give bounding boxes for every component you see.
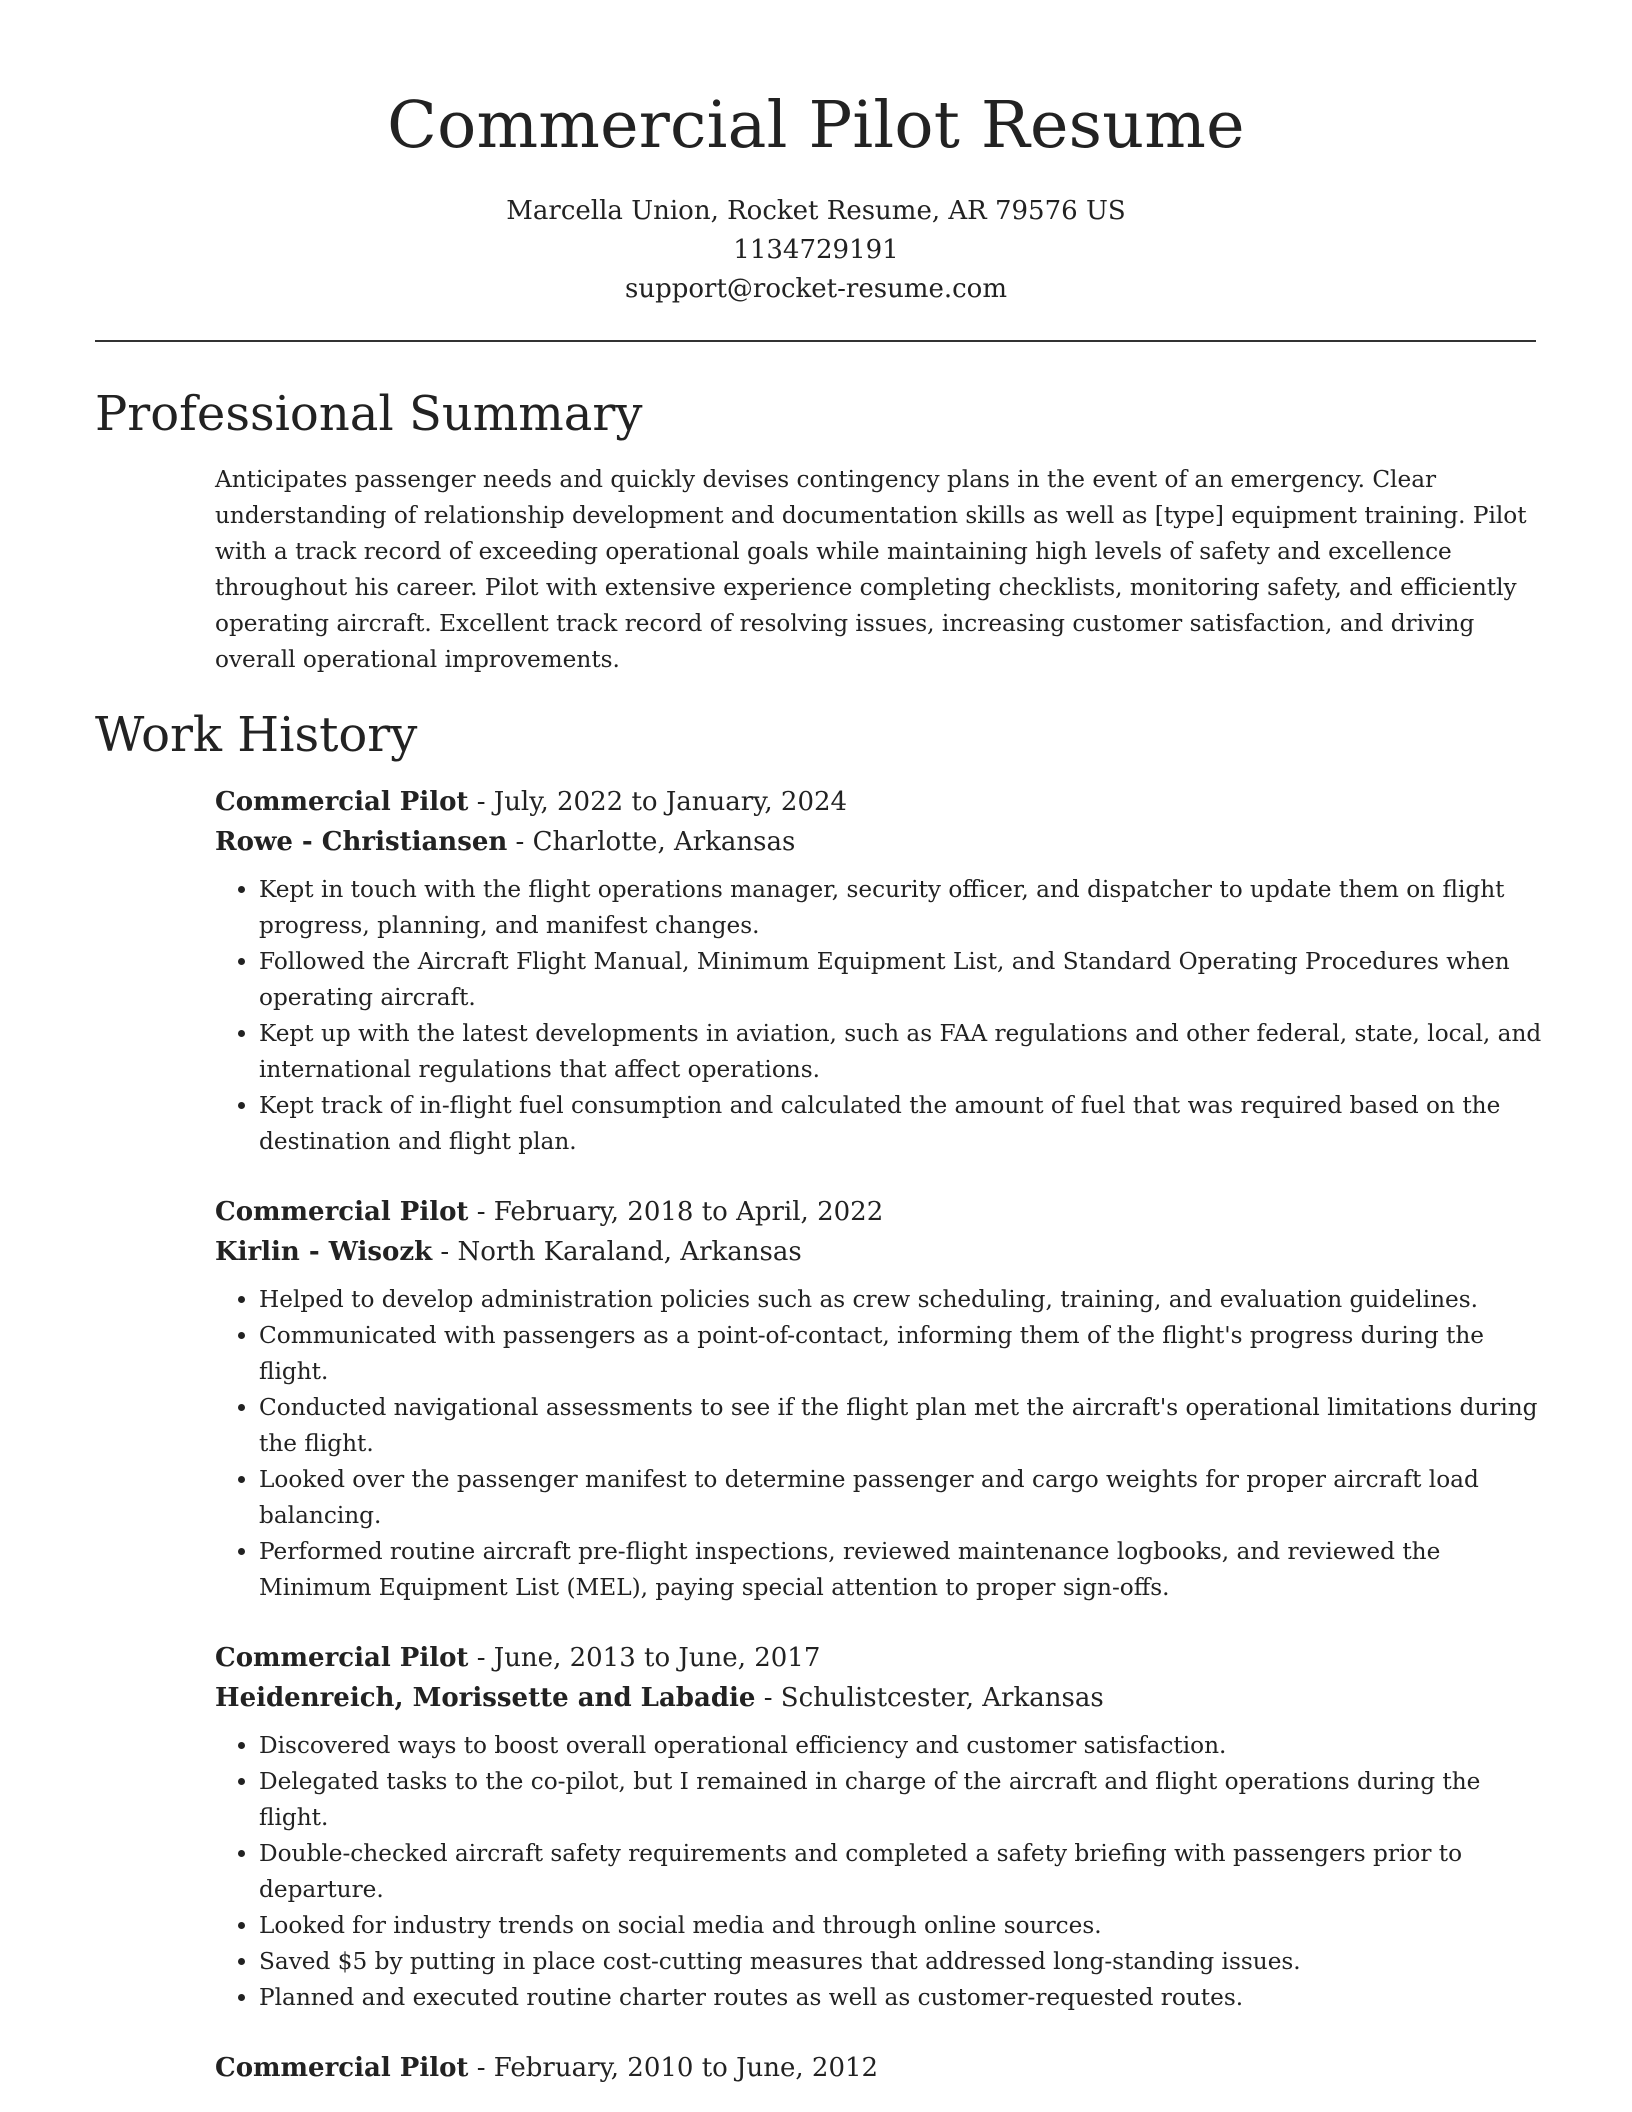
job-bullet: • Delegated tasks to the co-pilot, but I remained in charge of the aircraft and flight operations during the flight. [259,1764,1545,1836]
summary-text: Anticipates passenger needs and quickly devises contingency plans in the event of an emergency. Clear understanding of relationship development and documentation skills as well as [type] equipment training. Pilot with a track record of exceeding operational goals while maintaining high levels of safety and excellence throughout his career. Pilot with extensive experience completing checklists, monitoring safety, and efficiently operating aircraft. Excellent track record of resolving issues, increasing customer satisfaction, and driving overall operational improvements. [215,466,1527,673]
job-company-line: Heidenreich, Morissette and Labadie - Schulistcester, Arkansas [215,1683,1104,1713]
job-bullet: • Kept track of in-flight fuel consumption and calculated the amount of fuel that was required based on the destination and flight plan. [259,1088,1545,1160]
job-dates: June, 2013 to June, 2017 [493,1643,821,1673]
job-bullet: • Discovered ways to boost overall operational efficiency and customer satisfaction. [259,1728,1545,1764]
job-bullet: • Double-checked aircraft safety requirements and completed a safety briefing with passengers prior to departure. [259,1836,1545,1908]
work-history-list [215,782,1545,2112]
job-company-line: Kirlin - Wisozk - North Karaland, Arkansas [215,1237,802,1267]
job-title-line: Commercial Pilot - June, 2013 to June, 2017 [215,1643,821,1673]
resume-header [0,0,1632,309]
job-bullet: • Planned and executed routine charter routes as well as customer-requested routes. [259,1980,1545,2016]
job-dates: February, 2018 to April, 2022 [493,1197,884,1227]
job-bullet: • Conducted navigational assessments to see if the flight plan met the aircraft's operational limitations during the flight. [259,1390,1545,1462]
job-bullet: • Helped to develop administration policies such as crew scheduling, training, and evaluation guidelines. [259,1282,1545,1318]
contact-email: support@rocket-resume.com [624,274,1007,304]
job-bullet: • Performed routine aircraft pre-flight inspections, reviewed maintenance logbooks, and reviewed the Minimum Equipment List (MEL), paying special attention to proper sign-offs. [259,1534,1545,1606]
job-title: Commercial Pilot [215,787,469,817]
job-title: Commercial Pilot [215,1197,469,1227]
job-company: Heidenreich, Morissette and Labadie [215,1683,756,1713]
job-bullets [215,1282,1545,1606]
job-title: Commercial Pilot [215,2053,469,2083]
job-title-line: Commercial Pilot - July, 2022 to January, 2024 [215,787,848,817]
job-entry [215,1638,1545,2016]
summary-heading: Professional Summary [95,386,643,442]
work-history-heading: Work History [95,707,418,763]
job-title-line: Commercial Pilot - February, 2018 to April, 2022 [215,1197,884,1227]
contact-address: Marcella Union, Rocket Resume, AR 79576 US [506,196,1126,226]
job-bullet: • Looked over the passenger manifest to determine passenger and cargo weights for proper aircraft load balancing. [259,1462,1545,1534]
job-company-line: Rowe - Christiansen - Charlotte, Arkansas [215,827,796,857]
job-dates: February, 2010 to June, 2012 [493,2053,879,2083]
job-entry [215,2048,1545,2088]
job-bullet: • Communicated with passengers as a point-of-contact, informing them of the flight's progress during the flight. [259,1318,1545,1390]
job-title-line: Commercial Pilot - February, 2010 to June, 2012 [215,2053,879,2083]
job-location: Charlotte, Arkansas [532,827,796,857]
job-entry [215,782,1545,1160]
job-bullet: • Saved $5 by putting in place cost-cutting measures that addressed long-standing issues. [259,1944,1545,1980]
job-dates: July, 2022 to January, 2024 [493,787,848,817]
header-divider [95,340,1536,342]
job-bullet: • Kept up with the latest developments in aviation, such as FAA regulations and other federal, state, local, and international regulations that affect operations. [259,1016,1545,1088]
job-bullet: • Kept in touch with the flight operations manager, security officer, and dispatcher to update them on flight progress, planning, and manifest changes. [259,872,1545,944]
job-company: Rowe - Christiansen [215,827,508,857]
job-title: Commercial Pilot [215,1643,469,1673]
page-title: Commercial Pilot Resume [387,88,1245,163]
job-location: Schulistcester, Arkansas [780,1683,1104,1713]
contact-block [0,192,1632,309]
job-bullets [215,1728,1545,2016]
job-location: North Karaland, Arkansas [457,1237,802,1267]
job-bullets [215,872,1545,1160]
contact-phone: 1134729191 [733,235,899,265]
job-entry [215,1192,1545,1606]
job-bullet: • Followed the Aircraft Flight Manual, Minimum Equipment List, and Standard Operating Procedures when operating aircraft. [259,944,1545,1016]
job-bullet: • Looked for industry trends on social media and through online sources. [259,1908,1545,1944]
job-company: Kirlin - Wisozk [215,1237,433,1267]
